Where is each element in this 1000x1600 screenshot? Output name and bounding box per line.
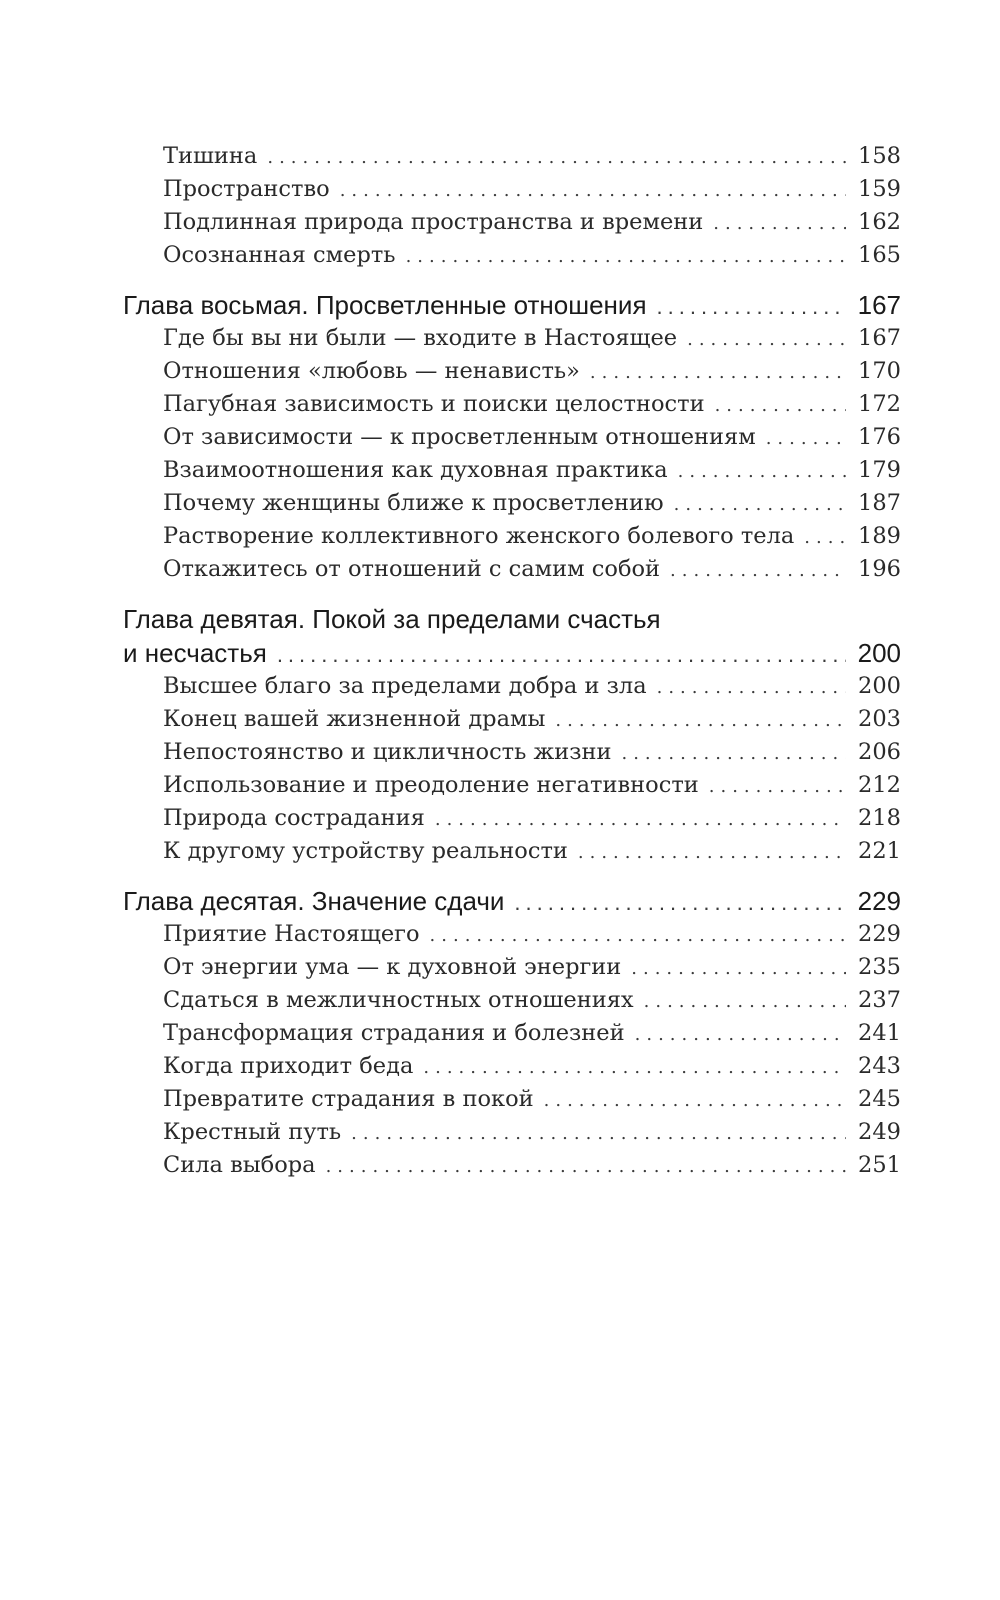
dot-leader xyxy=(351,1117,846,1150)
toc-entry-title: Почему женщины ближе к просветлению xyxy=(163,490,664,516)
toc-chapter-heading[interactable] xyxy=(0,884,1000,918)
toc-entry[interactable] xyxy=(0,140,1000,173)
toc-entry-title: От энергии ума — к духовной энергии xyxy=(163,954,622,980)
chapter-title-continued: и несчастья xyxy=(123,638,267,668)
toc-entry-page: 165 xyxy=(858,242,901,268)
dot-leader xyxy=(713,207,846,240)
dot-leader xyxy=(670,554,846,587)
toc-entry[interactable] xyxy=(0,322,1000,355)
toc-entry-page: 203 xyxy=(858,706,901,732)
dot-leader xyxy=(326,1150,846,1183)
toc-entry-title: Отношения «любовь — ненависть» xyxy=(163,358,580,384)
toc-entry[interactable] xyxy=(0,388,1000,421)
toc-entry-title: Тишина xyxy=(163,143,258,169)
dot-leader xyxy=(621,737,846,770)
dot-leader xyxy=(590,356,846,389)
dot-leader xyxy=(674,488,846,521)
dot-leader xyxy=(766,422,846,455)
toc-entry-title: Природа сострадания xyxy=(163,805,425,831)
dot-leader xyxy=(406,240,846,273)
toc-entry[interactable] xyxy=(0,736,1000,769)
toc-entry-title: Взаимоотношения как духовная практика xyxy=(163,457,668,483)
toc-entry-title: Растворение коллективного женского болевого тела xyxy=(163,523,795,549)
dot-leader xyxy=(267,141,846,174)
toc-entry-title: От зависимости — к просветленным отношениям xyxy=(163,424,756,450)
toc-entry-title: Крестный путь xyxy=(163,1119,342,1145)
toc-entry[interactable] xyxy=(0,918,1000,951)
toc-entry[interactable] xyxy=(0,703,1000,736)
dot-leader xyxy=(804,521,846,554)
chapter-title: Глава девятая. Покой за пределами счастья xyxy=(123,604,661,634)
toc-entry-page: 176 xyxy=(858,424,901,450)
toc-entry-title: Трансформация страдания и болезней xyxy=(163,1020,625,1046)
toc-entry-title: Пагубная зависимость и поиски целостности xyxy=(163,391,705,417)
toc-entry-title: Высшее благо за пределами добра и зла xyxy=(163,673,647,699)
toc-entry-title: Сила выбора xyxy=(163,1152,316,1178)
toc-entry-page: 206 xyxy=(858,739,901,765)
toc-chapter-heading[interactable] xyxy=(0,288,1000,322)
toc-entry-page: 189 xyxy=(858,523,901,549)
dot-leader xyxy=(715,389,846,422)
dot-leader xyxy=(578,836,846,869)
toc-entry-page: 229 xyxy=(858,921,901,947)
toc-entry-page: 218 xyxy=(858,805,901,831)
toc-entry-page: 179 xyxy=(858,457,901,483)
chapter-page: 229 xyxy=(857,886,901,916)
chapter-title: Глава десятая. Значение сдачи xyxy=(123,886,505,916)
dot-leader xyxy=(277,638,846,672)
toc-entry-title: Непостоянство и цикличность жизни xyxy=(163,739,612,765)
toc-entry[interactable] xyxy=(0,454,1000,487)
toc-entry[interactable] xyxy=(0,984,1000,1017)
toc-entry-page: 170 xyxy=(858,358,901,384)
toc-entry-title: К другому устройству реальности xyxy=(163,838,568,864)
toc-entry[interactable] xyxy=(0,1083,1000,1116)
toc-entry[interactable] xyxy=(0,1149,1000,1182)
toc-entry[interactable] xyxy=(0,802,1000,835)
dot-leader xyxy=(657,671,846,704)
toc-entry-title: Приятие Настоящего xyxy=(163,921,420,947)
toc-chapter-heading[interactable] xyxy=(0,602,1000,636)
toc-entry-title: Подлинная природа пространства и времени xyxy=(163,209,704,235)
toc-entry-page: 158 xyxy=(858,143,901,169)
toc-entry[interactable] xyxy=(0,421,1000,454)
dot-leader xyxy=(544,1084,846,1117)
toc-entry-page: 167 xyxy=(858,325,901,351)
dot-leader xyxy=(423,1051,846,1084)
toc-entry[interactable] xyxy=(0,1050,1000,1083)
chapter-page: 200 xyxy=(857,638,901,668)
dot-leader xyxy=(657,290,846,324)
toc-entry-page: 187 xyxy=(858,490,901,516)
toc-entry[interactable] xyxy=(0,206,1000,239)
toc-chapter-heading-continued[interactable] xyxy=(0,636,1000,670)
toc-entry-title: Сдаться в межличностных отношениях xyxy=(163,987,634,1013)
dot-leader xyxy=(631,952,846,985)
toc-entry[interactable] xyxy=(0,239,1000,272)
dot-leader xyxy=(644,985,846,1018)
dot-leader xyxy=(709,770,846,803)
toc-entry[interactable] xyxy=(0,487,1000,520)
toc-entry-page: 159 xyxy=(858,176,901,202)
chapter-title: Глава восьмая. Просветленные отношения xyxy=(123,290,647,320)
table-of-contents xyxy=(0,140,1000,1182)
toc-entry-page: 249 xyxy=(858,1119,901,1145)
toc-entry-page: 243 xyxy=(858,1053,901,1079)
toc-entry-page: 200 xyxy=(858,673,901,699)
toc-entry-page: 221 xyxy=(858,838,901,864)
dot-leader xyxy=(514,886,845,920)
dot-leader xyxy=(435,803,846,836)
toc-entry[interactable] xyxy=(0,670,1000,703)
toc-entry[interactable] xyxy=(0,355,1000,388)
dot-leader xyxy=(678,455,846,488)
toc-entry-title: Где бы вы ни были — входите в Настоящее xyxy=(163,325,678,351)
dot-leader xyxy=(555,704,846,737)
toc-entry-page: 235 xyxy=(858,954,901,980)
toc-entry-title: Пространство xyxy=(163,176,330,202)
toc-entry-page: 212 xyxy=(858,772,901,798)
toc-entry-title: Осознанная смерть xyxy=(163,242,396,268)
toc-entry-page: 245 xyxy=(858,1086,901,1112)
toc-entry-page: 162 xyxy=(858,209,901,235)
toc-entry-page: 251 xyxy=(858,1152,901,1178)
toc-entry-title: Откажитесь от отношений с самим собой xyxy=(163,556,661,582)
toc-entry-page: 237 xyxy=(858,987,901,1013)
toc-entry[interactable] xyxy=(0,520,1000,553)
chapter-page: 167 xyxy=(857,290,901,320)
toc-entry-title: Конец вашей жизненной драмы xyxy=(163,706,546,732)
dot-leader xyxy=(430,919,847,952)
toc-entry-page: 196 xyxy=(858,556,901,582)
toc-entry-title: Когда приходит беда xyxy=(163,1053,414,1079)
toc-entry-title: Использование и преодоление негативности xyxy=(163,772,699,798)
toc-entry[interactable] xyxy=(0,769,1000,802)
toc-entry[interactable] xyxy=(0,951,1000,984)
dot-leader xyxy=(687,323,846,356)
toc-entry[interactable] xyxy=(0,173,1000,206)
dot-leader xyxy=(635,1018,846,1051)
toc-entry-title: Превратите страдания в покой xyxy=(163,1086,534,1112)
toc-entry-page: 172 xyxy=(858,391,901,417)
toc-entry[interactable] xyxy=(0,1116,1000,1149)
toc-entry[interactable] xyxy=(0,835,1000,868)
toc-entry-page: 241 xyxy=(858,1020,901,1046)
dot-leader xyxy=(340,174,846,207)
toc-entry[interactable] xyxy=(0,1017,1000,1050)
toc-entry[interactable] xyxy=(0,553,1000,586)
